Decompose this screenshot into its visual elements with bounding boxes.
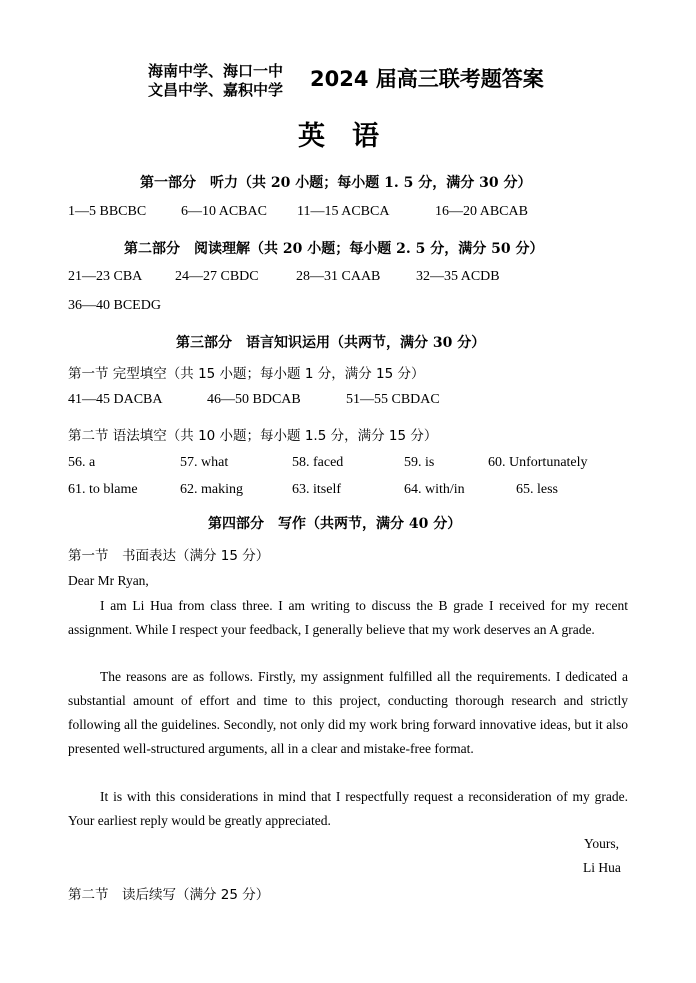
- page-title: 2024 届高三联考题答案: [310, 67, 544, 91]
- part4-section2-title: 第二节 读后续写（满分 25 分）: [68, 887, 270, 903]
- letter-paragraph-3: It is with this considerations in mind that I respectfully request a reconsideration of my grade. Your earliest reply would be greatly appreciated.: [68, 789, 628, 828]
- answer-group: 46—50 BDCAB: [207, 392, 301, 407]
- grammar-answer: 65. less: [516, 482, 558, 497]
- answer-group: 21—23 CBA: [68, 269, 143, 284]
- grammar-answer: 58. faced: [292, 455, 344, 470]
- letter-paragraph-2: The reasons are as follows. Firstly, my assignment fulfilled all the requirements. I dedicated a substantial amount of effort and time to this project, conducting thorough research and strictly following all the guidelines. Secondly, not only did my work bring forward innovative ideas, but it also presented well-structured arguments, all in a clear and mistake-free format.: [68, 669, 628, 756]
- answer-group: 6—10 ACBAC: [181, 204, 267, 219]
- grammar-answer: 57. what: [180, 455, 229, 470]
- answer-group: 1—5 BBCBC: [68, 204, 147, 219]
- letter-signature: Li Hua: [583, 860, 621, 875]
- part3-section1-title: 第一节 完型填空（共 15 小题；每小题 1 分，满分 15 分）: [68, 366, 425, 382]
- part2-title: 第二部分 阅读理解（共 20 小题；每小题 2. 5 分，满分 50 分）: [124, 241, 544, 257]
- grammar-answer: 59. is: [404, 455, 435, 470]
- schools-line-2: 文昌中学、嘉积中学: [148, 81, 284, 99]
- answer-group: 32—35 ACDB: [416, 269, 500, 284]
- answer-group: 36—40 BCEDG: [68, 298, 161, 313]
- subject-title: 英 语: [298, 121, 379, 152]
- schools-line-1: 海南中学、海口一中: [148, 62, 284, 80]
- grammar-answer: 63. itself: [292, 482, 341, 497]
- answer-group: 51—55 CBDAC: [346, 392, 440, 407]
- answer-group: 11—15 ACBCA: [297, 204, 390, 219]
- letter-closing: Yours,: [584, 836, 620, 851]
- letter-salutation: Dear Mr Ryan,: [68, 573, 149, 588]
- grammar-answer: 64. with/in: [404, 482, 465, 497]
- answer-group: 24—27 CBDC: [175, 269, 259, 284]
- part4-section1-title: 第一节 书面表达（满分 15 分）: [68, 548, 270, 564]
- grammar-answer: 61. to blame: [68, 482, 138, 497]
- part3-section2-title: 第二节 语法填空（共 10 小题；每小题 1.5 分，满分 15 分）: [68, 428, 438, 444]
- part1-title: 第一部分 听力（共 20 小题；每小题 1. 5 分，满分 30 分）: [140, 175, 532, 191]
- answer-group: 28—31 CAAB: [296, 269, 381, 284]
- grammar-answer: 60. Unfortunately: [488, 455, 588, 470]
- part4-title: 第四部分 写作（共两节，满分 40 分）: [208, 516, 462, 532]
- grammar-answer: 62. making: [180, 482, 243, 497]
- letter-paragraph-1: I am Li Hua from class three. I am writing to discuss the B grade I received for my recent assignment. While I respect your feedback, I generally believe that my work deserves an A grade.: [68, 598, 628, 637]
- grammar-answer: 56. a: [68, 455, 96, 470]
- part3-title: 第三部分 语言知识运用（共两节，满分 30 分）: [176, 335, 486, 351]
- answer-group: 16—20 ABCAB: [435, 204, 528, 219]
- answer-group: 41—45 DACBA: [68, 392, 163, 407]
